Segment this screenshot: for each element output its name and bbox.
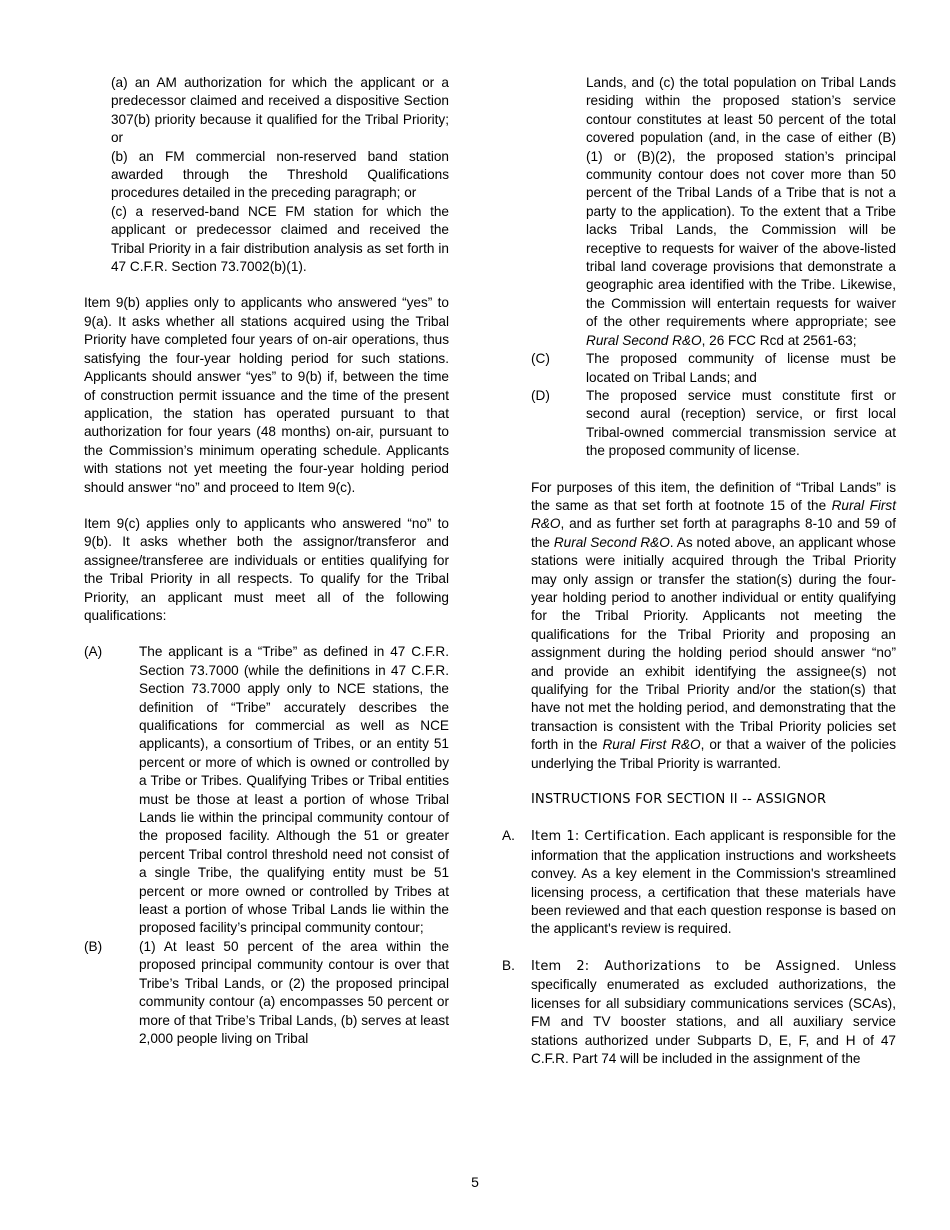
left-column	[84, 74, 449, 1048]
tribal-lands-text-1: For purposes of this item, the definition of “Tribal Lands” is the same as that set forth at footnote 15 of the	[531, 479, 896, 513]
qualification-b	[84, 938, 449, 1048]
qualification-c-label: (C)	[531, 351, 550, 367]
qualification-b-label: (B)	[84, 938, 103, 954]
tribal-lands-paragraph	[531, 479, 896, 774]
qualification-b-text: (1) At least 50 percent of the area within the proposed principal community contour is over that Tribe’s Tribal Lands, or (2) the proposed principal community contour (a) encompasses 50 percent or more of that Tribe’s Tribal Lands, (b) serves at least 2,000 people living on Tribal	[139, 938, 449, 1046]
instruction-a-number: A.	[502, 828, 515, 844]
paragraph-item-9b: Item 9(b) applies only to applicants who answered “yes” to 9(a). It asks whether all stations acquired using the Tribal Priority have completed four years of on-air operations, thus satisfying the four-year holding period for such stations. Applicants should answer “yes” to 9(b) if, between the time of construction permit issuance and the time of the present application, the station has operated pursuant to that authorization for four years (48 months) on-air, pursuant to the Commission’s minimum operating schedule. Applicants with stations not yet meeting the four-year holding period should answer “no” and proceed to Item 9(c).	[84, 295, 449, 495]
instruction-a-heading: Item 1: Certification	[531, 829, 667, 845]
qualification-b-cont-tail: , 26 FCC Rcd at 2561-63;	[701, 332, 857, 348]
paragraph-item-9c: Item 9(c) applies only to applicants who answered “no” to 9(b). It asks whether both the assignor/transferor and assignee/transferee are individuals or entities qualifying for the Tribal Priority in all respects. To qualify for the Tribal Priority, an applicant must meet all of the following qualifications:	[84, 515, 449, 623]
instruction-a-text: . Each applicant is responsible for the information that the application instructions and worksheets convey. As a key element in the Commission's streamlined licensing process, a certification that these materials have been reviewed and that each question response is based on the applicant's review is required.	[531, 828, 896, 937]
instruction-a-body	[531, 827, 896, 938]
page-number: 5	[471, 1174, 479, 1190]
intro-item-a: (a) an AM authorization for which the applicant or a predecessor claimed and received a dispositive Section 307(b) priority because it qualified for the Tribal Priority; or	[111, 75, 449, 146]
instruction-b-body	[531, 957, 896, 1068]
tribal-lands-text-2: , and as further set forth at paragraphs 8-10 and 59 of the	[531, 516, 896, 550]
qualification-d	[531, 387, 896, 461]
instruction-b-text: . Unless specifically enumerated as excluded authorizations, the licenses for all subsidiary communications services (SCAs), FM and TV booster stations, and all auxiliary service stations authorized under Subparts D, E, F, and H of 47 C.F.R. Part 74 will be included in the assignment of the	[531, 957, 896, 1066]
intro-item-b: (b) an FM commercial non-reserved band station awarded through the Threshold Qualifications procedures detailed in the preceding paragraph; or	[111, 148, 449, 201]
qualification-b-cont-text: Lands, and (c) the total population on Tribal Lands residing within the proposed station’s service contour constitutes at least 50 percent of the total covered population (and, in the case of either (B)(1) or (B)(2), the proposed station’s principal community contour does not cover more than 50 percent of the Tribal Lands of a Tribe that is not a party to the application). To the extent that a Tribe lacks Tribal Lands, the Commission will be receptive to requests for waiver of the above-listed tribal land coverage provisions that demonstrate a geographic area identified with the Tribe. Likewise, the Commission will entertain requests for waiver of the other requirements where appropriate; see	[586, 75, 896, 330]
qualification-a	[84, 643, 449, 938]
qualification-d-text: The proposed service must constitute first or second aural (reception) service, or first local Tribal-owned commercial transmission service at the proposed community of license.	[586, 387, 896, 459]
instruction-b-heading: Item 2: Authorizations to be Assigned	[531, 958, 837, 974]
instruction-b-number: B.	[502, 957, 515, 973]
citation-rural-first: Rural First R&O	[531, 497, 896, 532]
qualification-c-text: The proposed community of license must be located on Tribal Lands; and	[586, 351, 896, 385]
qualification-c	[531, 350, 896, 387]
tribal-lands-text-3: . As noted above, an applicant whose stations were initially acquired through the Tribal Priority may only assign or transfer the station(s) during the four-year holding period to another individual or entity qualifying for the Tribal Priority. Applicants not meeting the qualifications for the Tribal Priority and proposing an assignment during the holding period should answer “no” and provide an exhibit identifying the assignee(s) not qualifying for the Tribal Priority and/or the station(s) that have not met the holding period, and demonstrating that the transaction is consistent with the Tribal Priority policies set forth in the	[531, 534, 896, 753]
intro-items	[84, 74, 449, 276]
instruction-b	[502, 957, 896, 1068]
qualification-a-text: The applicant is a “Tribe” as defined in 47 C.F.R. Section 73.7000 (while the definitions in 47 C.F.R. Section 73.7000 apply only to NCE stations, the definition of “Tribe” accurately describes the qualifications for commercial as well as NCE applicants), a consortium of Tribes, or an entity 51 percent or more of which is owned or controlled by a Tribe or Tribes. Qualifying Tribes or Tribal entities must be those at least a portion of whose Tribal Lands lie within the principal community contour of the proposed facility. Although the 51 or greater percent Tribal control threshold need not consist of a single Tribe, the qualifying entity must be 51 percent or more owned or controlled by Tribes at least a portion of whose Tribal Lands lie within the proposed facility’s principal community contour;	[139, 644, 449, 936]
citation-rural-first-2: Rural First R&O	[602, 737, 701, 753]
qualification-b-continued	[531, 74, 896, 350]
intro-item-c: (c) a reserved-band NCE FM station for which the applicant or predecessor claimed and received the Tribal Priority in a fair distribution analysis as set forth in 47 C.F.R. Section 73.7002(b)(1).	[111, 203, 449, 275]
right-column	[502, 74, 897, 1068]
citation-rural-second-2: Rural Second R&O	[553, 534, 670, 550]
section-heading: INSTRUCTIONS FOR SECTION II -- ASSIGNOR	[531, 792, 827, 808]
citation-rural-second: Rural Second R&O	[586, 332, 702, 348]
qualification-a-label: (A)	[84, 644, 103, 660]
qualification-d-label: (D)	[531, 387, 550, 403]
tribal-lands-text-4: , or that a waiver of the policies underlying the Tribal Priority is warranted.	[531, 737, 897, 771]
instruction-a	[502, 827, 896, 938]
